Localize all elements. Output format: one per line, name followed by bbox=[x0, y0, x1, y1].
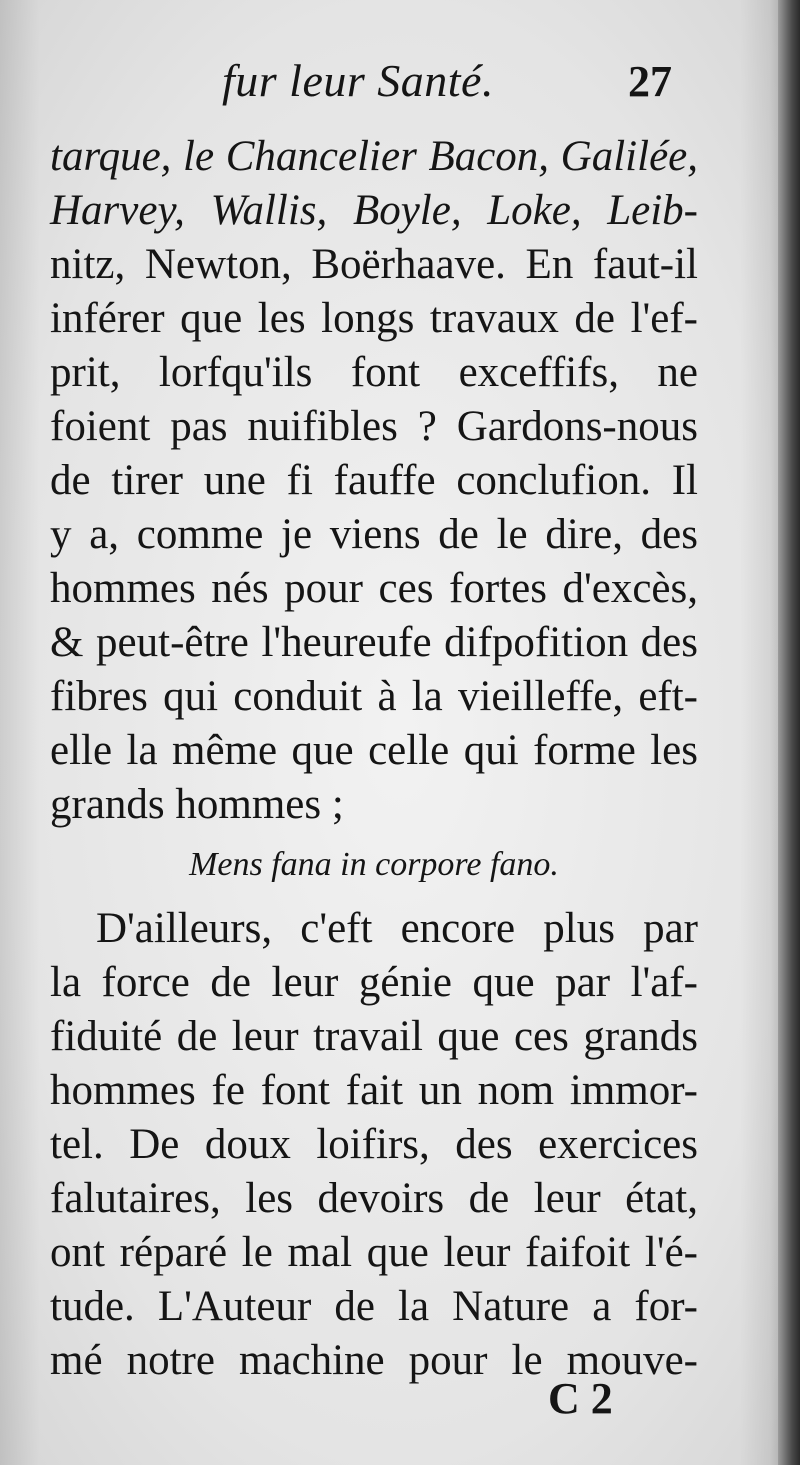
text-line: hommes fe font fait un nom immor- bbox=[50, 1067, 698, 1114]
page-header bbox=[0, 50, 800, 110]
text-line: tarque, le Chancelier Bacon, Galilée, bbox=[50, 133, 698, 180]
running-title: fur leur Santé. bbox=[222, 55, 494, 106]
text-line: elle la même que celle qui forme les bbox=[50, 727, 698, 774]
text-line: tude. L'Auteur de la Nature a for- bbox=[50, 1283, 698, 1330]
text-line: fiduité de leur travail que ces grands bbox=[50, 1013, 698, 1060]
text-line: mé notre machine pour le mouve- bbox=[50, 1337, 698, 1384]
text-line: grands hommes ; bbox=[50, 781, 344, 828]
text-line: nitz, Newton, Boërhaave. En faut-il bbox=[50, 241, 698, 288]
text-line: Harvey, Wallis, Boyle, Loke, Leib- bbox=[50, 187, 698, 234]
page-number: 27 bbox=[628, 57, 672, 106]
page-edge-shadow bbox=[778, 0, 800, 1465]
text-line: hommes nés pour ces fortes d'excès, bbox=[50, 565, 698, 612]
text-line: foient pas nuifibles ? Gardons-nous bbox=[50, 403, 698, 450]
latin-motto: Mens fana in corpore fano. bbox=[189, 846, 559, 883]
text-line: tel. De doux loifirs, des exercices bbox=[50, 1121, 698, 1168]
text-line: de tirer une fi fauffe conclufion. Il bbox=[50, 457, 698, 504]
text-line: D'ailleurs, c'eft encore plus par bbox=[96, 905, 698, 952]
text-line: & peut-être l'heureufe difpofition des bbox=[50, 619, 698, 666]
text-line: la force de leur génie que par l'af- bbox=[50, 959, 698, 1006]
text-line: y a, comme je viens de le dire, des bbox=[50, 511, 698, 558]
text-line: ont réparé le mal que leur faifoit l'é- bbox=[50, 1229, 698, 1276]
signature-mark: C 2 bbox=[548, 1374, 613, 1423]
text-line: fibres qui conduit à la vieilleffe, eft- bbox=[50, 673, 698, 720]
text-line: inférer que les longs travaux de l'ef- bbox=[50, 295, 698, 342]
text-line: falutaires, les devoirs de leur état, bbox=[50, 1175, 698, 1222]
text-line: prit, lorfqu'ils font exceffifs, ne bbox=[50, 349, 698, 396]
